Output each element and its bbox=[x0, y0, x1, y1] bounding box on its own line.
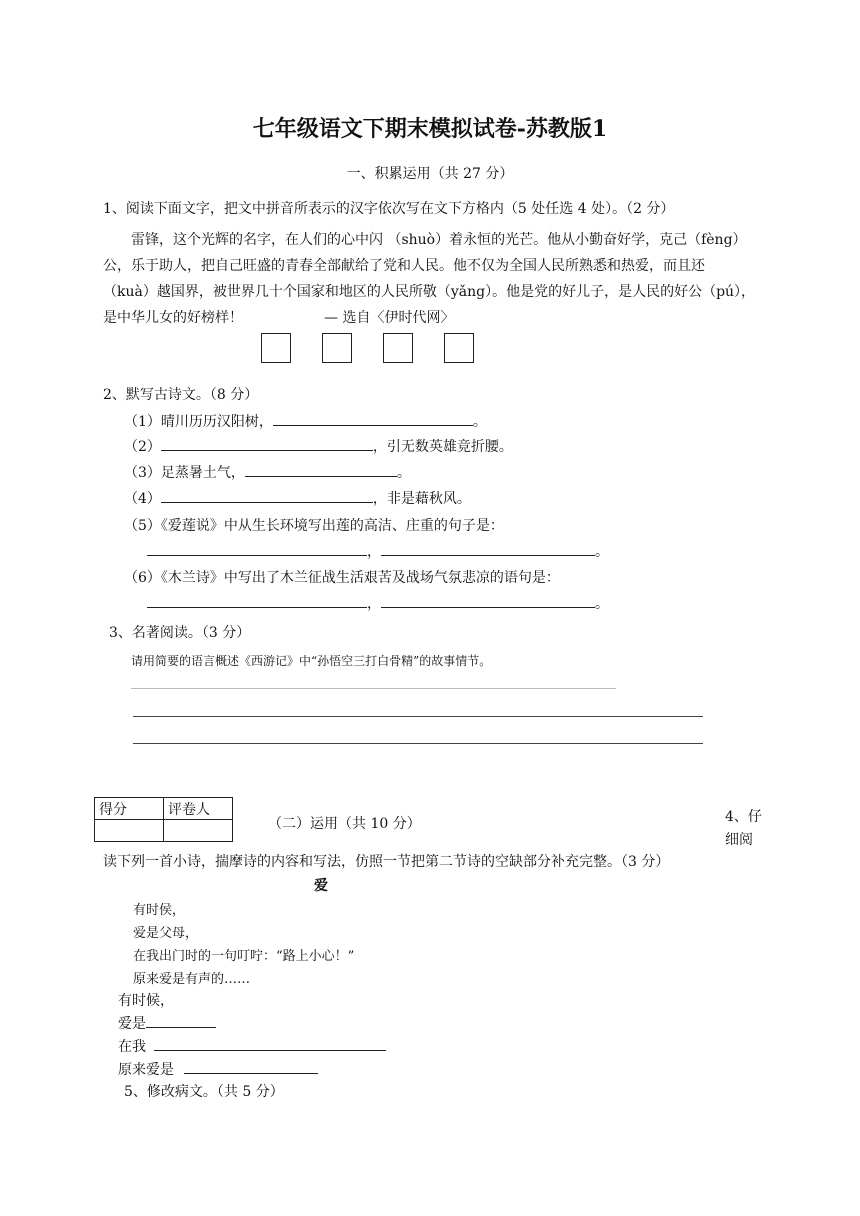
poem-line-2: 爱是父母， bbox=[133, 926, 199, 941]
stanza2-line-2 bbox=[118, 1013, 216, 1033]
q2-item-3-end: 。 bbox=[396, 465, 411, 481]
q4-prompt: 读下列一首小诗，揣摩诗的内容和写法，仿照一节把第二节诗的空缺部分补充完整。（3 分） bbox=[103, 854, 670, 870]
answer-box-4[interactable] bbox=[444, 333, 474, 363]
score-table bbox=[94, 797, 233, 842]
stanza2-line-4 bbox=[118, 1059, 318, 1079]
q2-item-4-blank[interactable] bbox=[161, 488, 373, 503]
q3-instruction: 请用简要的语言概述《西游记》中“孙悟空三打白骨精”的故事情节。 bbox=[131, 654, 492, 668]
page-title: 七年级语文下期末模拟试卷-苏教版1 bbox=[252, 116, 608, 142]
stanza2-line-3 bbox=[118, 1036, 386, 1056]
q2-item-3-blank[interactable] bbox=[245, 462, 397, 477]
q2-item-1 bbox=[124, 411, 487, 431]
stanza2-line-1: 有时候， bbox=[118, 993, 174, 1009]
stanza2-blank-3[interactable] bbox=[184, 1059, 318, 1074]
q2-item-2-blank[interactable] bbox=[161, 436, 373, 451]
poem-line-3: 在我出门时的一句叮咛：“路上小心！” bbox=[133, 949, 355, 964]
poem-title: 爱 bbox=[314, 878, 328, 894]
q1-source: — 选自〈伊时代网〉 bbox=[324, 310, 455, 326]
q2-item-4-text: ，非是藉秋风。 bbox=[372, 491, 471, 507]
q2-item-6-blank-b[interactable] bbox=[381, 593, 595, 608]
comma: ， bbox=[367, 544, 381, 560]
q2-prompt: 2、默写古诗文。（8 分） bbox=[103, 387, 259, 403]
stanza2-line-2-text: 爱是 bbox=[118, 1016, 146, 1032]
answer-box-3[interactable] bbox=[383, 333, 413, 363]
q3-answer-line-2[interactable] bbox=[133, 716, 703, 717]
q2-item-5-answer bbox=[147, 541, 609, 561]
section-2-heading: （二）运用（共 10 分） bbox=[268, 816, 421, 832]
q5-prompt: 5、修改病文。（共 5 分） bbox=[124, 1084, 284, 1100]
q2-item-3-text: （3）足蒸暑土气， bbox=[124, 465, 245, 481]
q4-side-text-2: 细阅 bbox=[725, 832, 753, 848]
stanza2-line-4-text: 原来爱是 bbox=[118, 1062, 174, 1078]
q2-item-1-end: 。 bbox=[472, 414, 487, 430]
q1-prompt: 1、阅读下面文字，把文中拼音所表示的汉字依次写在文下方格内（5 处任选 4 处）。（2 分） bbox=[103, 201, 675, 217]
q1-passage-line-1: 雷锋，这个光辉的名字，在人们的心中闪 （shuò）着永恒的光芒。他从小勤奋好学，克己（fèng） bbox=[131, 232, 747, 248]
q2-item-6-answer bbox=[147, 593, 609, 613]
q3-prompt: 3、名著阅读。（3 分） bbox=[109, 625, 251, 641]
period: 。 bbox=[595, 596, 609, 612]
q2-item-2-text: ，引无数英雄竞折腰。 bbox=[372, 439, 513, 455]
poem-line-1: 有时侯， bbox=[133, 903, 186, 918]
q2-item-5-blank-a[interactable] bbox=[147, 541, 367, 556]
q2-item-3 bbox=[124, 462, 411, 482]
q4-side-text-1: 4、仔 bbox=[725, 809, 762, 825]
stanza2-blank-1[interactable] bbox=[146, 1013, 216, 1028]
poem-line-4: 原来爱是有声的…… bbox=[133, 972, 251, 987]
q2-item-5-blank-b[interactable] bbox=[381, 541, 595, 556]
comma: ， bbox=[367, 596, 381, 612]
q2-item-4-num: （4） bbox=[124, 491, 161, 507]
stanza2-blank-2[interactable] bbox=[154, 1036, 386, 1051]
q3-answer-line-1[interactable] bbox=[131, 688, 616, 689]
q3-answer-line-3[interactable] bbox=[133, 743, 703, 744]
score-cell[interactable] bbox=[95, 820, 164, 842]
q2-item-1-text: （1）晴川历历汉阳树， bbox=[124, 414, 273, 430]
q2-item-6-blank-a[interactable] bbox=[147, 593, 367, 608]
period: 。 bbox=[595, 544, 609, 560]
answer-box-1[interactable] bbox=[261, 333, 291, 363]
answer-box-2[interactable] bbox=[322, 333, 352, 363]
grader-cell[interactable] bbox=[164, 820, 233, 842]
q2-item-6: （6）《木兰诗》中写出了木兰征战生活艰苦及战场气氛悲凉的语句是： bbox=[124, 570, 560, 586]
q2-item-2-num: （2） bbox=[124, 439, 161, 455]
q2-item-2 bbox=[124, 436, 513, 456]
stanza2-line-3-text: 在我 bbox=[118, 1039, 146, 1055]
q2-item-4 bbox=[124, 488, 471, 508]
q1-passage-line-2: 公，乐于助人，把自己旺盛的青春全部献给了党和人民。他不仅为全国人民所熟悉和热爱，而且还 bbox=[103, 258, 705, 274]
score-label: 得分 bbox=[95, 798, 164, 820]
grader-label: 评卷人 bbox=[164, 798, 233, 820]
q2-item-5: （5）《爱莲说》中从生长环境写出莲的高洁、庄重的句子是： bbox=[124, 518, 504, 534]
section-1-heading: 一、积累运用（共 27 分） bbox=[346, 166, 514, 182]
q1-passage-line-4: 是中华儿女的好榜样！ bbox=[103, 310, 243, 326]
q1-passage-line-3: （kuà）越国界，被世界几十个国家和地区的人民所敬（yǎng）。他是党的好儿子，是人民的好公（pú）， bbox=[103, 284, 756, 300]
q2-item-1-blank[interactable] bbox=[273, 411, 473, 426]
